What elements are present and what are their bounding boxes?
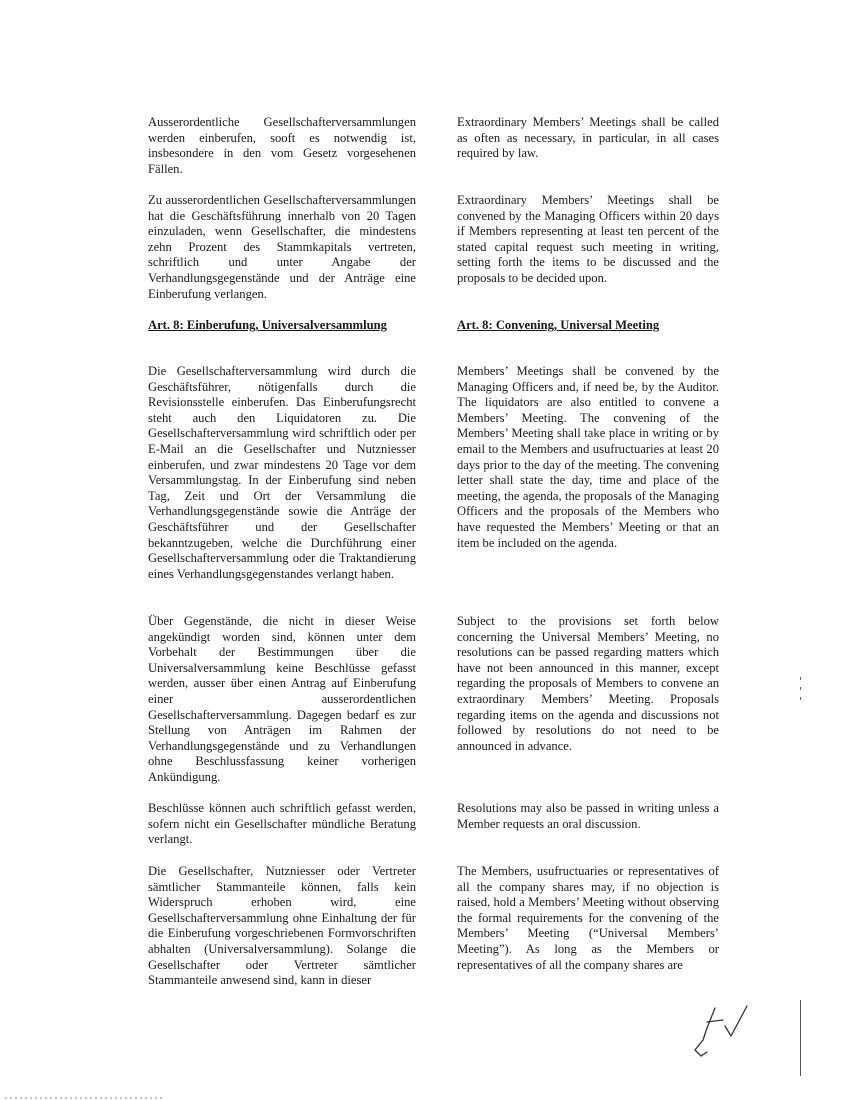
bottom-edge-dots	[5, 1097, 165, 1099]
english-paragraph-5: Resolutions may also be passed in writing unless a Member requests an oral discussion.	[457, 801, 719, 831]
margin-binding-line	[800, 1000, 801, 1076]
german-paragraph-5: Beschlüsse können auch schriftlich gefasst werden, sofern nicht ein Gesellschafter mündliche Beratung verlangt.	[148, 801, 416, 847]
german-paragraph-1: Ausserordentliche Gesellschafterversammlungen werden einberufen, sooft es notwendig ist, insbesondere in den vom Gesetz vorgesehenen Fällen.	[148, 115, 416, 176]
english-paragraph-1: Extraordinary Members’ Meetings shall be called as often as necessary, in particular, in all cases required by law.	[457, 115, 719, 161]
german-paragraph-6: Die Gesellschafter, Nutzniesser oder Vertreter sämtlicher Stammanteile können, falls kein Widerspruch erhoben wird, eine Gesellschafterversammlung ohne Einhaltung der für die Einberufung vorgeschriebenen Formvorschriften abhalten (Universalversammlung). Solange die Gesellschafter oder Vertreter sämtlicher Stammanteile anwesend sind, kann in dieser	[148, 864, 416, 988]
english-paragraph-2: Extraordinary Members’ Meetings shall be convened by the Managing Officers within 20 days if Members representing at least ten percent of the stated capital request such meeting in writing, setting forth the items to be discussed and the proposals to be decided upon.	[457, 193, 719, 285]
margin-dots	[799, 675, 802, 715]
handwritten-initials-signature	[685, 1000, 765, 1060]
english-paragraph-6: The Members, usufructuaries or representatives of all the company shares may, if no objection is raised, hold a Members’ Meeting without observing the formal requirements for the convening of the Members’ Meeting (“Universal Members’ Meeting”). As long as the Members or representatives of all the company shares are	[457, 864, 719, 972]
english-paragraph-4: Subject to the provisions set forth below concerning the Universal Members’ Meeting, no resolutions can be passed regarding matters which have not been announced in this manner, except regarding the proposals of Members to convene an extraordinary Members’ Meeting. Proposals regarding items on the agenda and discussions not followed by resolutions do not need to be announced in advance.	[457, 614, 719, 753]
german-paragraph-3: Die Gesellschafterversammlung wird durch die Geschäftsführer, nötigenfalls durch die Revisionsstelle einberufen. Das Einberufungsrecht steht auch den Liquidatoren zu. Die Gesellschafterversammlung wird schriftlich oder per E-Mail an die Gesellschafter und Nutzniesser einberufen, und zwar mindestens 20 Tage vor dem Versammlungstag. In der Einberufung sind neben Tag, Zeit und Ort der Versammlung die Verhandlungsgegenstände sowie die Anträge der Geschäftsführer und der Gesellschafter bekanntzugeben, welche die Durchführung einer Gesellschafterversammlung oder die Traktandierung eines Verhandlungsgegenstandes verlangt haben.	[148, 364, 416, 581]
english-article-heading: Art. 8: Convening, Universal Meeting	[457, 318, 660, 332]
german-paragraph-2: Zu ausserordentlichen Gesellschafterversammlungen hat die Geschäftsführung innerhalb von 20 Tagen einzuladen, wenn Gesellschafter, die mindestens zehn Prozent des Stammkapitals vertreten, schriftlich und unter Angabe der Verhandlungsgegenstände und der Anträge eine Einberufung verlangen.	[148, 193, 416, 301]
english-paragraph-3: Members’ Meetings shall be convened by the Managing Officers and, if need be, by the Auditor. The liquidators are also entitled to convene a Members’ Meeting. The convening of the Members’ Meeting shall take place in writing or by email to the Members and usufructuaries at least 20 days prior to the day of the meeting. The convening letter shall state the day, time and place of the meeting, the agenda, the proposals of the Managing Officers and the proposals of the Members who have requested the Members’ Meeting or that an item be included on the agenda.	[457, 364, 719, 550]
german-paragraph-4: Über Gegenstände, die nicht in dieser Weise angekündigt worden sind, können unter dem Vorbehalt der Bestimmungen über die Universalversammlung keine Beschlüsse gefasst werden, ausser über einen Antrag auf Einberufung einer ausserordentlichen Gesellschafterversammlung. Dagegen bedarf es zur Stellung von Anträgen im Rahmen der Verhandlungsgegenstände und zu Verhandlungen ohne Beschlussfassung keiner vorherigen Ankündigung.	[148, 614, 416, 784]
german-article-heading: Art. 8: Einberufung, Universalversammlung	[148, 318, 387, 332]
